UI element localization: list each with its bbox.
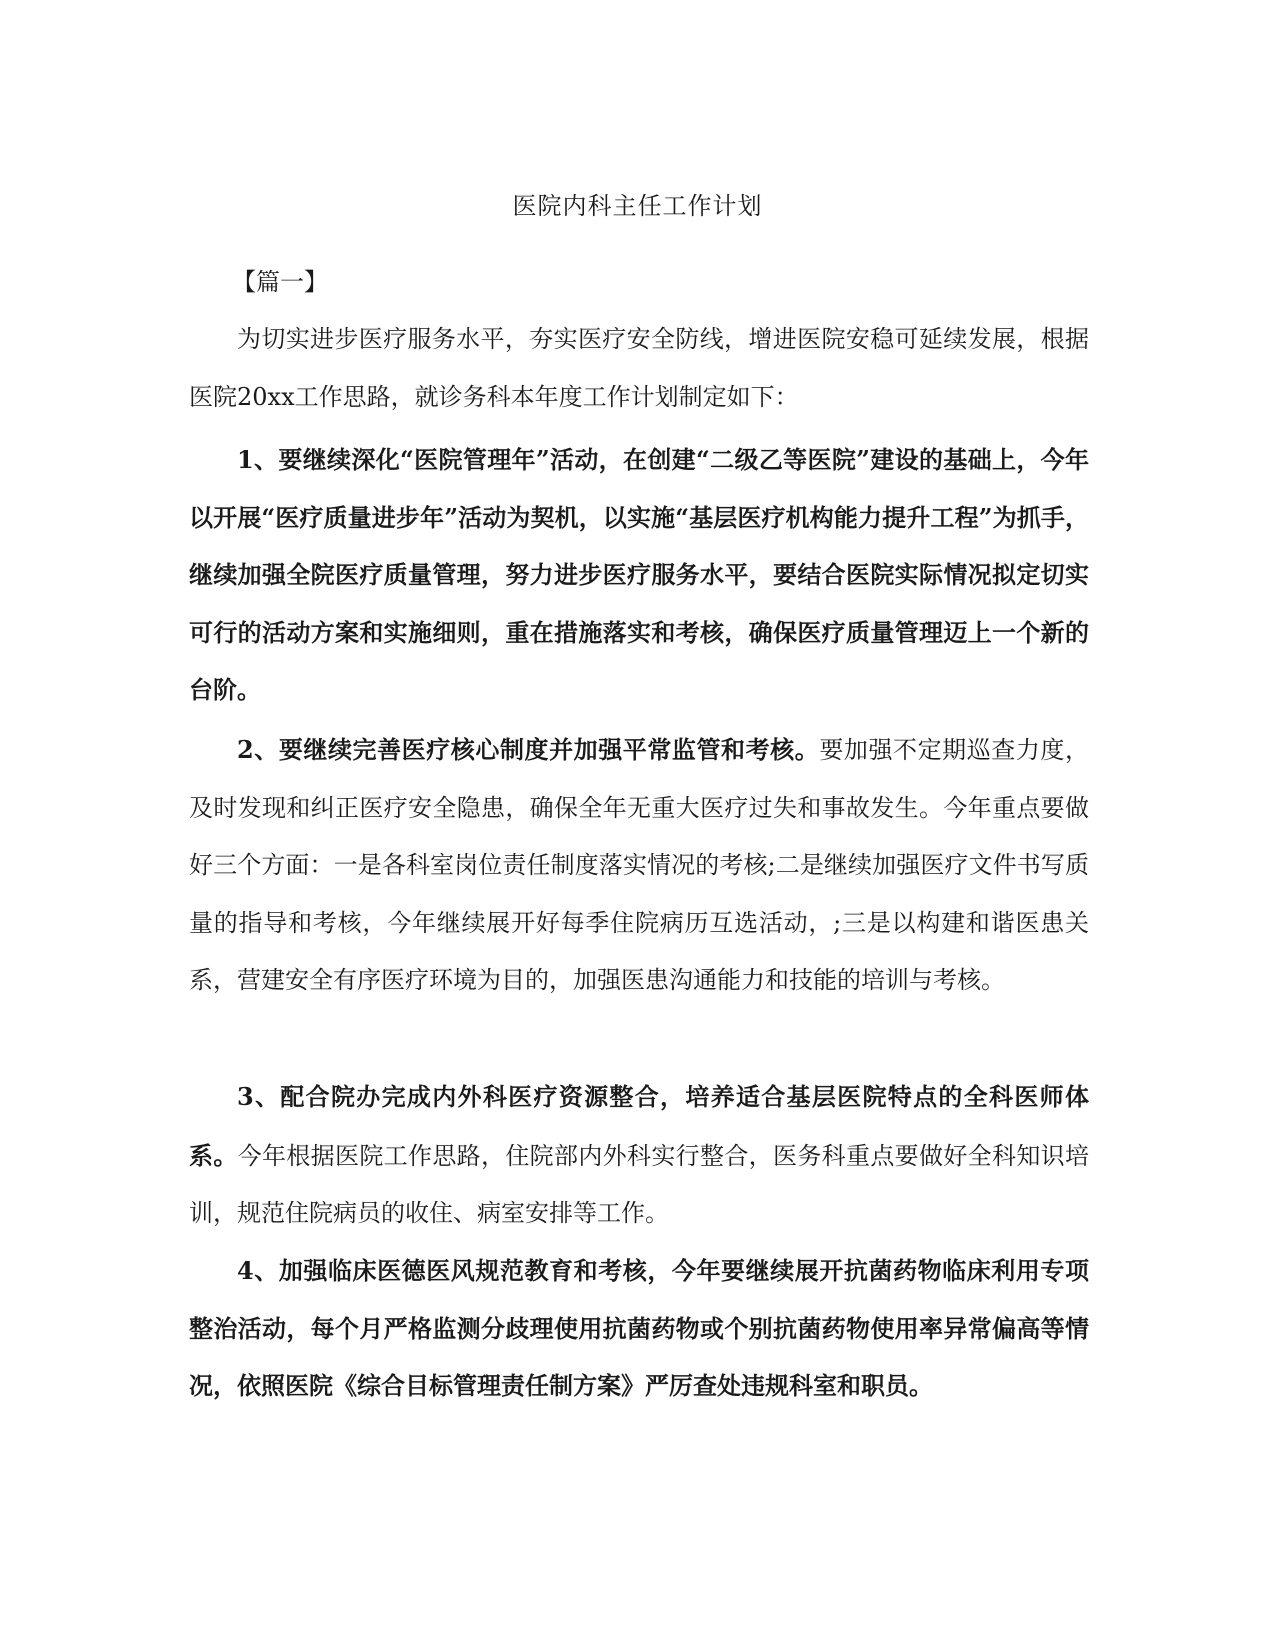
paragraph-2-text: 要加强不定期巡查力度，及时发现和纠正医疗安全隐患，确保全年无重大医疗过失和事故发生。今年重点要做好三个方面：一是各科室岗位责任制度落实情况的考核;二是继续加强医疗文件书写质量的指导和考核，今年继续展开好每季住院病历互选活动，;三是以构建和谐医患关系，营建安全有序医疗环境为目的，加强医患沟通能力和技能的培训与考核。 [189,736,1090,994]
paragraph-2 [189,721,1089,1010]
paragraph-4 [189,1242,1089,1415]
intro-text: 为切实进步医疗服务水平，夯实医疗安全防线，增进医院安稳可延续发展，根据医院20xx工作思路，就诊务科本年度工作计划制定如下： [189,325,1089,411]
document-title: 医院内科主任工作计划 [512,192,763,220]
section-heading: 【篇一】 [232,268,328,296]
paragraph-3 [189,1068,1089,1243]
intro-paragraph [189,311,1089,426]
paragraph-1-text: 1、要继续深化“医院管理年”活动，在创建“二级乙等医院”建设的基础上，今年以开展“医疗质量进步年”活动为契机，以实施“基层医疗机构能力提升工程”为抓手，继续加强全院医疗质量管理，努力进步医疗服务水平，要结合医院实际情况拟定切实可行的活动方案和实施细则，重在措施落实和考核，确保医疗质量管理迈上一个新的台阶。 [189,445,1089,704]
paragraph-4-text: 4、加强临床医德医风规范教育和考核，今年要继续展开抗菌药物临床利用专项整治活动，每个月严格监测分歧理使用抗菌药物或个别抗菌药物使用率异常偏高等情况，依照医院《综合目标管理责任制方案》严厉查处违规科室和职员。 [189,1256,1089,1400]
paragraph-1 [189,431,1089,719]
paragraph-3-heading: 3、配合院办完成内外科医疗资源整合，培养适合基层医院特点的全科医师体系。 [189,1082,1089,1170]
paragraph-2-heading: 2、要继续完善医疗核心制度并加强平常监管和考核。 [237,735,820,764]
paragraph-3-text: 今年根据医院工作思路，住院部内外科实行整合，医务科重点要做好全科知识培训，规范住院病员的收住、病室安排等工作。 [189,1141,1090,1227]
